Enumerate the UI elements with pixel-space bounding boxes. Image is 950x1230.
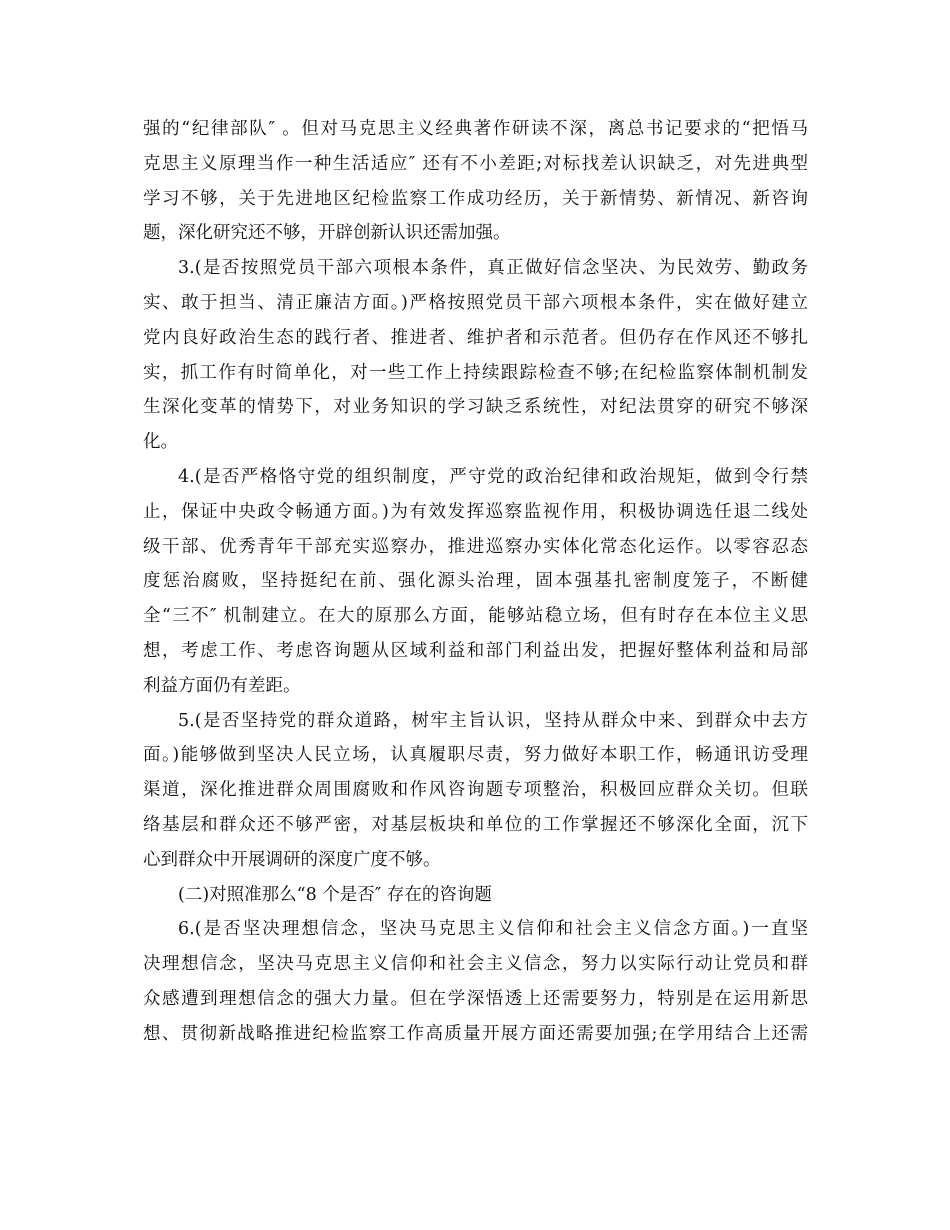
text-line: 心到群众中开展调研的深度广度不够。 — [143, 849, 441, 870]
text-line: 题，深化研究还不够，开辟创新认识还需加强。 — [143, 223, 511, 244]
text-line: 面。)能够做到坚决人民立场，认真履职尽责，努力做好本职工作，畅通讯访受理 — [143, 745, 808, 766]
text-line: 5.(是否坚持党的群众道路，树牢主旨认识，坚持从群众中来、到群众中去方 — [178, 710, 808, 731]
text-line: 络基层和群众还不够严密，对基层板块和单位的工作掌握还不够深化全面，沉下 — [143, 814, 808, 835]
text-line: 生深化变革的情势下，对业务知识的学习缺乏系统性，对纪法贯穿的研究不够深 — [143, 397, 808, 418]
text-line: 度惩治腐败，坚持挺纪在前、强化源头治理，固本强基扎密制度笼子，不断健 — [143, 571, 808, 592]
document-body — [143, 112, 808, 1052]
text-line: 实，抓工作有时简单化，对一些工作上持续跟踪检查不够;在纪检监察体制机制发 — [143, 362, 808, 383]
text-line: 学习不够，关于先进地区纪检监察工作成功经历，关于新情势、新情况、新咨询 — [143, 188, 808, 209]
text-line: 4.(是否严格恪守党的组织制度，严守党的政治纪律和政治规矩，做到令行禁 — [178, 466, 808, 487]
text-line: 想，考虑工作、考虑咨询题从区域利益和部门利益出发，把握好整体利益和局部 — [143, 640, 808, 661]
text-line: 渠道，深化推进群众周围腐败和作风咨询题专项整治，积极回应群众关切。但联 — [143, 780, 808, 801]
text-line: 全“三不″ 机制建立。在大的原那么方面，能够站稳立场，但有时存在本位主义思 — [143, 606, 808, 627]
text-line: 克思主义原理当作一种生活适应″ 还有不小差距;对标找差认识缺乏，对先进典型 — [143, 153, 808, 174]
text-line: 实、敢于担当、清正廉洁方面。)严格按照党员干部六项根本条件，实在做好建立 — [143, 292, 808, 313]
text-line: 级干部、优秀青年干部充实巡察办，推进巡察办实体化常态化运作。以零容忍态 — [143, 536, 808, 557]
text-line: 众感遭到理想信念的强大力量。但在学深悟透上还需要努力，特别是在运用新思 — [143, 988, 808, 1009]
text-line: 6.(是否坚决理想信念，坚决马克思主义信仰和社会主义信念方面。)一直坚 — [178, 919, 808, 940]
text-line: 化。 — [143, 432, 178, 453]
text-line: 强的“纪律部队″ 。但对马克思主义经典著作研读不深，离总书记要求的“把悟马 — [143, 119, 808, 139]
text-line: 利益方面仍有差距。 — [143, 675, 301, 696]
text-line: 党内良好政治生态的践行者、推进者、维护者和示范者。但仍存在作风还不够扎 — [143, 327, 808, 348]
text-line: 决理想信念，坚决马克思主义信仰和社会主义信念，努力以实际行动让党员和群 — [143, 954, 808, 975]
text-line: 想、贯彻新战略推进纪检监察工作高质量开展方面还需要加强;在学用结合上还需 — [143, 1023, 808, 1044]
text-line: 3.(是否按照党员干部六项根本条件，真正做好信念坚决、为民效劳、勤政务 — [178, 258, 808, 279]
text-line: 止，保证中央政令畅通方面。)为有效发挥巡察监视作用，积极协调选任退二线处 — [143, 501, 808, 522]
text-line: (二)对照准那么“8 个是否″ 存在的咨询题 — [178, 884, 492, 905]
